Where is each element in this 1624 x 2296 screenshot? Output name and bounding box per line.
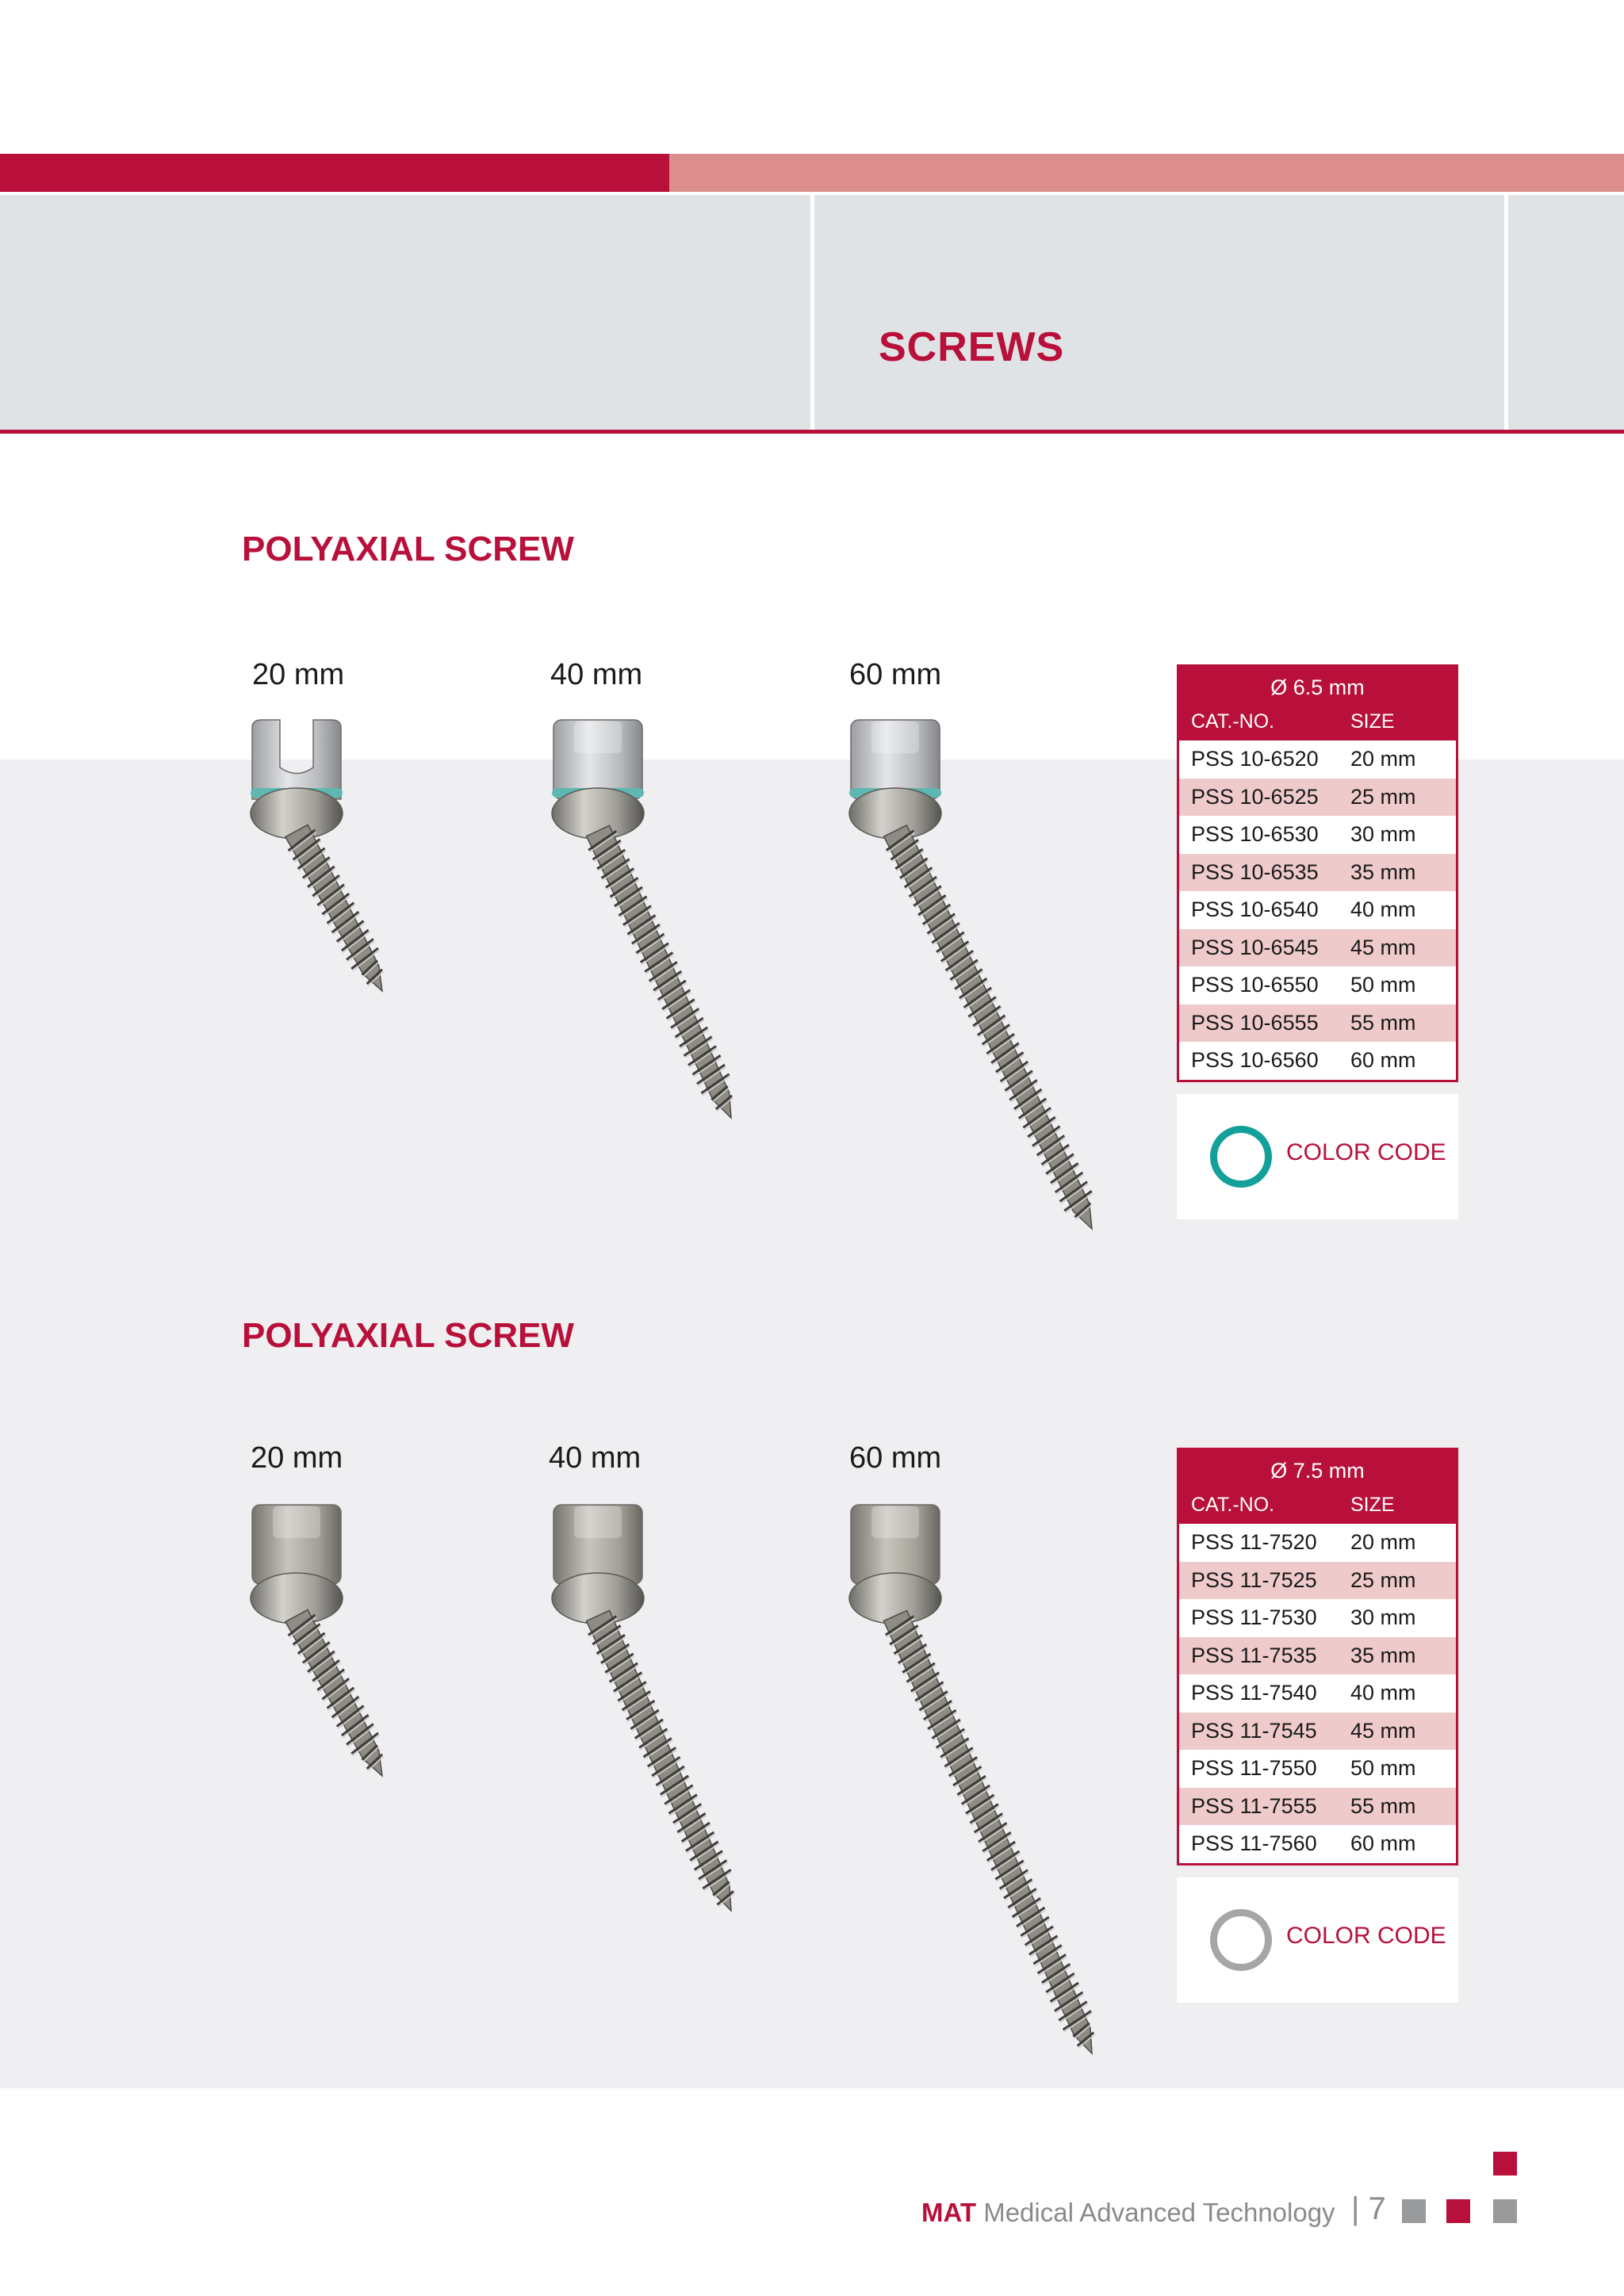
footer-square-decoration [1493,2199,1517,2223]
color-code-ring [1210,1126,1272,1188]
cat-no-cell: PSS 11-7525 [1191,1567,1317,1592]
size-cell: 20 mm [1350,747,1416,771]
cat-no-cell: PSS 10-6530 [1191,822,1319,846]
table-row [1179,1004,1456,1043]
header-bottom-line [0,430,1624,434]
screw-image-40mm [539,1498,745,1919]
table-row [1179,1562,1456,1600]
size-cell: 20 mm [1350,1530,1416,1554]
header-accent-bar-light [669,154,1624,192]
cat-no-cell: PSS 10-6520 [1191,747,1319,771]
cat-no-cell: PSS 10-6540 [1191,897,1319,921]
screw-image-60mm [837,1498,1106,2061]
cat-no-cell: PSS 10-6560 [1191,1048,1319,1072]
size-cell: 25 mm [1350,784,1416,809]
color-code-ring [1210,1909,1272,1971]
cat-no-cell: PSS 10-6550 [1191,973,1319,997]
size-cell: 60 mm [1350,1831,1416,1855]
size-cell: 40 mm [1350,1681,1416,1705]
cat-no-cell: PSS 10-6555 [1191,1010,1319,1035]
column-header-cat-no: CAT.-NO. [1191,710,1275,733]
size-cell: 50 mm [1350,973,1416,997]
cat-no-cell: PSS 11-7520 [1191,1530,1317,1554]
size-cell: 55 mm [1350,1793,1416,1818]
table-row [1179,966,1456,1004]
table-header-row [1179,705,1456,740]
color-code-box [1177,1877,1458,2003]
cat-no-cell: PSS 11-7560 [1191,1831,1317,1855]
cat-no-cell: PSS 11-7540 [1191,1681,1317,1705]
page-number: 7 [1368,2191,1386,2226]
footer-square-decoration [1402,2199,1426,2223]
size-cell: 30 mm [1350,1605,1416,1629]
table-row [1179,1042,1456,1080]
footer-square-decoration [1493,2152,1517,2175]
size-label: 60 mm [849,1441,942,1475]
screw-image-40mm [539,714,745,1126]
footer-company-name: Medical Advanced Technology [983,2198,1335,2227]
screw-image-20mm [238,1498,396,1784]
screw-drawing [552,1505,745,1918]
screw-drawing [251,1505,396,1784]
cat-no-cell: PSS 10-6525 [1191,784,1319,809]
header-divider [810,195,814,430]
column-header-size: SIZE [1350,1494,1395,1516]
cat-no-cell: PSS 11-7555 [1191,1793,1317,1818]
size-cell: 45 mm [1350,935,1416,959]
table-row [1179,1788,1456,1826]
screw-drawing [849,1505,1106,2061]
table-diameter: Ø 7.5 mm [1179,1450,1456,1488]
size-cell: 50 mm [1350,1756,1416,1780]
cat-no-cell: PSS 11-7530 [1191,1605,1317,1629]
table-row [1179,740,1456,779]
size-label: 20 mm [251,1441,343,1475]
size-label: 60 mm [849,658,942,691]
footer-square-decoration [1446,2199,1470,2223]
footer-brand: MAT [921,2198,977,2227]
size-cell: 40 mm [1350,897,1416,921]
table-row [1179,1637,1456,1675]
footer-page-number: | 7 [1351,2191,1386,2226]
table-row [1179,1712,1456,1751]
size-cell: 35 mm [1350,859,1416,884]
screw-drawing [849,720,1106,1236]
size-label: 40 mm [550,658,643,691]
screw-image-20mm [238,714,396,999]
size-cell: 30 mm [1350,822,1416,846]
table-row [1179,816,1456,854]
cat-no-cell: PSS 10-6535 [1191,859,1319,884]
screw-image-60mm [837,714,1106,1237]
table-diameter: Ø 6.5 mm [1179,667,1456,705]
color-code-box [1177,1094,1458,1219]
color-code-label: COLOR CODE [1286,1923,1446,1949]
size-cell: 55 mm [1350,1010,1416,1035]
size-label: 20 mm [252,658,345,691]
table-body [1179,740,1456,1080]
section-title: POLYAXIAL SCREW [242,1316,574,1355]
table-header-row [1179,1488,1456,1524]
cat-no-cell: PSS 11-7545 [1191,1718,1317,1743]
screw-drawing [552,720,745,1125]
column-header-cat-no: CAT.-NO. [1191,1494,1275,1516]
table-row [1179,1599,1456,1637]
size-cell: 45 mm [1350,1718,1416,1743]
footer-company [921,2198,1335,2228]
size-cell: 35 mm [1350,1643,1416,1667]
table-row [1179,891,1456,929]
column-header-size: SIZE [1350,710,1395,733]
table-row [1179,929,1456,967]
header-accent-bar [0,154,669,192]
size-cell: 25 mm [1350,1567,1416,1592]
table-row [1179,1674,1456,1712]
page-title: SCREWS [879,324,1065,370]
screw-drawing [251,720,396,999]
section-title: POLYAXIAL SCREW [242,530,574,568]
table-row [1179,1524,1456,1562]
cat-no-cell: PSS 11-7535 [1191,1643,1317,1667]
size-label: 40 mm [549,1441,642,1475]
cat-no-cell: PSS 11-7550 [1191,1756,1317,1780]
header-divider [1504,195,1508,430]
size-cell: 60 mm [1350,1048,1416,1072]
color-code-label: COLOR CODE [1286,1139,1446,1165]
table-row [1179,854,1456,892]
cat-no-cell: PSS 10-6545 [1191,935,1319,959]
table-row [1179,1750,1456,1788]
catalog-table [1177,664,1458,1082]
table-row [1179,1825,1456,1863]
catalog-table [1177,1448,1458,1866]
table-body [1179,1524,1456,1863]
table-row [1179,779,1456,817]
